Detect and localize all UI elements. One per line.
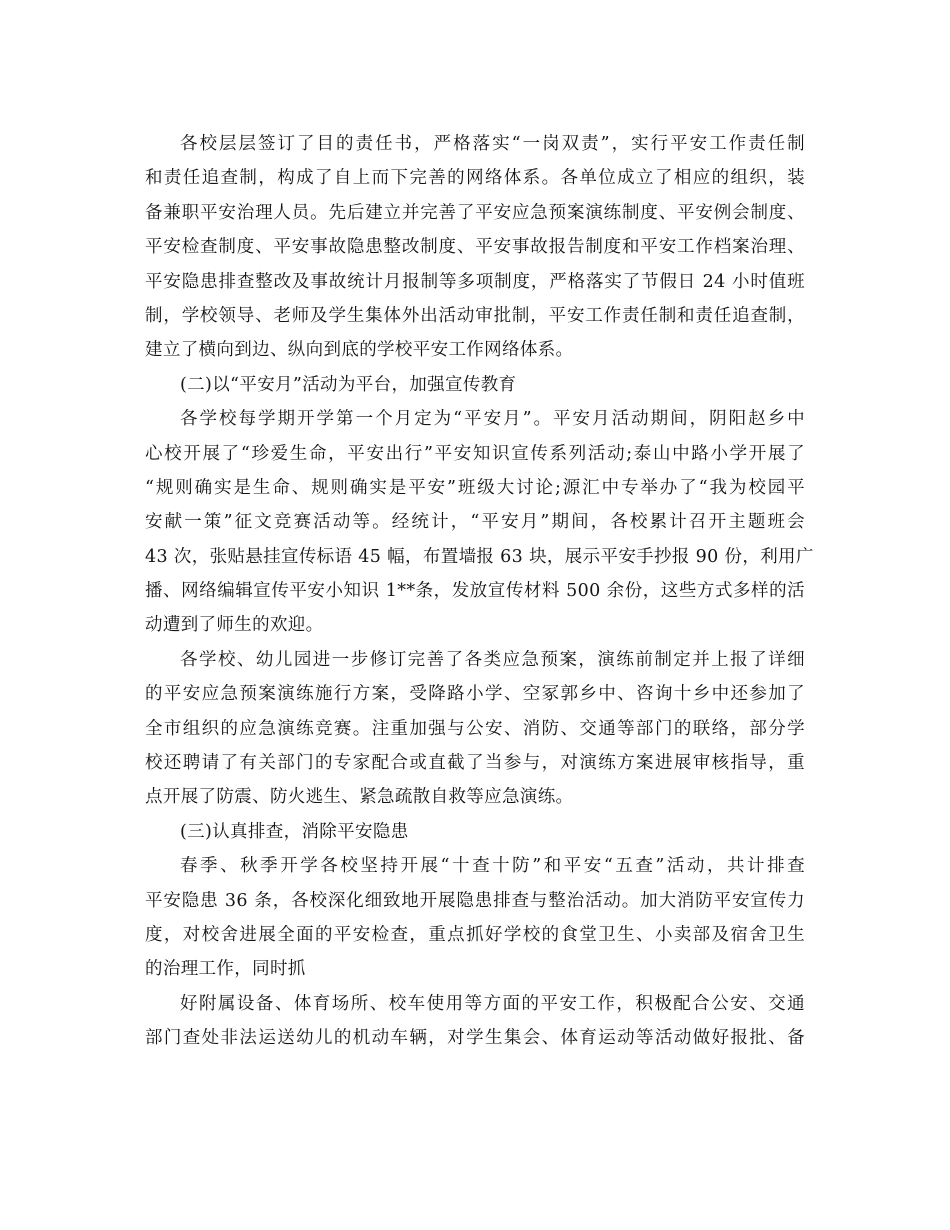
paragraph-line: 各学校每学期开学第一个月定为“平安月”。平安月活动期间，阴阳赵乡中 — [180, 409, 805, 430]
paragraph-line: 和责任追查制，构成了自上而下完善的网络体系。各单位成立了相应的组织，装 — [145, 168, 805, 189]
paragraph-line: 43 次，张贴悬挂宣传标语 45 幅，布置墙报 63 块，展示平安手抄报 90 份，利用广 — [145, 546, 814, 567]
document-page — [145, 127, 814, 1056]
paragraph-line: 建立了横向到边、纵向到底的学校平安工作网络体系。 — [145, 340, 574, 361]
paragraph-line: 的平安应急预案演练施行方案，受降路小学、空冢郭乡中、咨询十乡中还参加了 — [145, 684, 805, 705]
paragraph-line: 好附属设备、体育场所、校车使用等方面的平安工作，积极配合公安、交通 — [180, 993, 805, 1014]
paragraph-line: 部门查处非法运送幼儿的机动车辆，对学生集会、体育运动等活动做好报批、备 — [145, 1028, 805, 1049]
paragraph-line: 全市组织的应急演练竞赛。注重加强与公安、消防、交通等部门的联络，部分学 — [145, 718, 805, 739]
paragraph-line: 度，对校舍进展全面的平安检查，重点抓好学校的食堂卫生、小卖部及宿舍卫生 — [145, 924, 805, 945]
paragraph-line: 安献一策”征文竞赛活动等。经统计，“平安月”期间，各校累计召开主题班会 — [145, 512, 805, 533]
paragraph-line: 平安检查制度、平安事故隐患整改制度、平安事故报告制度和平安工作档案治理、 — [145, 237, 805, 258]
section-heading: (三)认真排查，消除平安隐患 — [180, 821, 409, 842]
paragraph-line: 制，学校领导、老师及学生集体外出活动审批制，平安工作责任制和责任追查制， — [145, 305, 805, 326]
paragraph-line: “规则确实是生命、规则确实是平安”班级大讨论;源汇中专举办了“我为校园平 — [145, 477, 805, 498]
paragraph-line: 各学校、幼儿园进一步修订完善了各类应急预案，演练前制定并上报了详细 — [180, 649, 805, 670]
paragraph-line: 校还聘请了有关部门的专家配合或直截了当参与，对演练方案进展审核指导，重 — [145, 753, 805, 774]
paragraph-line: 心校开展了“珍爱生命，平安出行”平安知识宣传系列活动;泰山中路小学开展了 — [145, 443, 805, 464]
paragraph-line: 备兼职平安治理人员。先后建立并完善了平安应急预案演练制度、平安例会制度、 — [145, 202, 805, 223]
paragraph-line: 春季、秋季开学各校坚持开展“十查十防”和平安“五查”活动，共计排查 — [180, 856, 805, 877]
paragraph-line: 平安隐患 36 条，各校深化细致地开展隐患排查与整治活动。加大消防平安宣传力 — [145, 890, 805, 911]
paragraph-line: 点开展了防震、防火逃生、紧急疏散自救等应急演练。 — [145, 787, 574, 808]
paragraph-line: 各校层层签订了目的责任书，严格落实“一岗双责”，实行平安工作责任制 — [180, 134, 805, 154]
paragraph-line: 的治理工作，同时抓 — [145, 959, 306, 980]
section-heading: (二)以“平安月”活动为平台，加强宣传教育 — [180, 374, 517, 395]
paragraph-line: 平安隐患排查整改及事故统计月报制等多项制度，严格落实了节假日 24 小时值班 — [145, 271, 805, 292]
paragraph-line: 动遭到了师生的欢迎。 — [145, 615, 324, 636]
paragraph-line: 播、网络编辑宣传平安小知识 1**条，发放宣传材料 500 余份，这些方式多样的活 — [145, 581, 805, 602]
